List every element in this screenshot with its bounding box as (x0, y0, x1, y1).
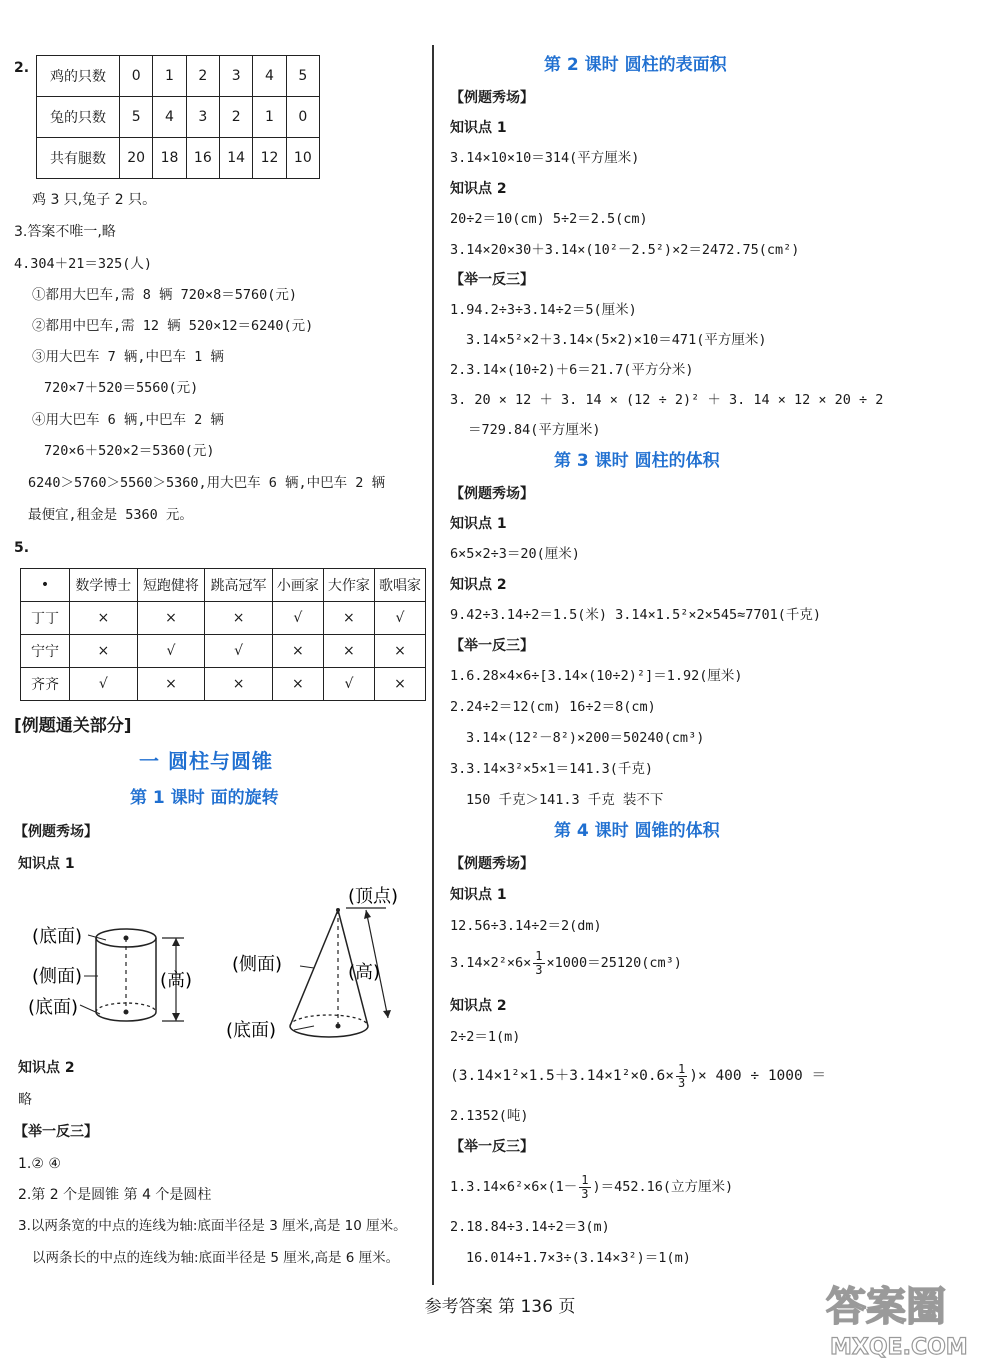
cylinder-bottom-label: (底面) (28, 997, 79, 1018)
l4-practice-1-pre: 1.3.14×6²×6×(1－ (450, 1179, 578, 1195)
knowledge-point-1: 知识点 1 (450, 120, 507, 136)
table1-cell: 10 (286, 138, 319, 179)
table1-cell: 5 (120, 97, 153, 138)
table1-cell: 1 (253, 97, 286, 138)
cylinder-top-label: (底面) (32, 926, 83, 947)
l2-kp2-a: 20÷2＝10(cm) 5÷2＝2.5(cm) (450, 211, 648, 227)
frac-den: 3 (678, 1075, 686, 1090)
table2-cell: × (323, 635, 374, 668)
example-show-heading-4: 【例题秀场】 (450, 856, 534, 872)
q4-option-4: ④用大巴车 6 辆,中巴车 2 辆 (32, 412, 224, 428)
table2-header: 大作家 (323, 569, 374, 602)
table2-cell: √ (323, 668, 374, 701)
table1-cell: 4 (153, 97, 186, 138)
example-show-heading: 【例题秀场】 (450, 90, 534, 106)
l4-practice-1 (450, 1172, 733, 1202)
table2-header: 数学博士 (70, 569, 138, 602)
table1-cell: 0 (286, 97, 319, 138)
section-heading: [例题通关部分] (14, 716, 132, 736)
l4-kp1-b (450, 948, 682, 978)
knowledge-point-1: 知识点 1 (18, 856, 75, 872)
table2-cell: √ (374, 602, 425, 635)
table2-header: 跳高冠军 (205, 569, 273, 602)
l4-kp1-b-pre: 3.14×2²×6× (450, 955, 532, 971)
table2-row-name: 宁宁 (21, 635, 70, 668)
q2-answer: 鸡 3 只,兔子 2 只。 (32, 192, 157, 208)
table2-cell: × (205, 602, 273, 635)
l3-kp1-answer: 6×5×2÷3＝20(厘米) (450, 546, 580, 562)
l4-kp2-answer: 2÷2＝1(m) (450, 1029, 521, 1045)
l3-kp2-answer: 9.42÷3.14÷2＝1.5(米) 3.14×1.5²×2×545≈7701(千克) (450, 607, 821, 623)
table2-cell: × (70, 602, 138, 635)
frac-num: 1 (535, 948, 543, 963)
practice-heading-4: 【举一反三】 (450, 1139, 534, 1155)
practice-3b: 以两条长的中点的连线为轴:底面半径是 5 厘米,高是 6 厘米。 (32, 1250, 400, 1266)
table2-cell: × (205, 668, 273, 701)
table2-cell: × (137, 668, 205, 701)
chicken-rabbit-table (36, 55, 320, 179)
l4-practice-2b: 16.014÷1.7×3÷(3.14×3²)＝1(m) (466, 1250, 691, 1266)
kp2-answer: 略 (18, 1092, 32, 1108)
knowledge-point-2: 知识点 2 (450, 181, 507, 197)
lesson-1-title: 第 1 课时 面的旋转 (130, 788, 279, 808)
table2-corner: • (21, 569, 70, 602)
practice-heading-3: 【举一反三】 (450, 638, 534, 654)
q4-answer: 4.304＋21＝325(人) (14, 256, 153, 272)
l3-practice-1: 1.6.28×4×6÷[3.14×(10÷2)²]＝1.92(厘米) (450, 668, 743, 684)
table2-row-name: 丁丁 (21, 602, 70, 635)
l2-kp2-b: 3.14×20×30＋3.14×(10²－2.5²)×2＝2472.75(cm²) (450, 242, 800, 258)
q4-option-3: ③用大巴车 7 辆,中巴车 1 辆 (32, 349, 224, 365)
l4-kp2-b-pre: (3.14×1²×1.5＋3.14×1²×0.6× (450, 1068, 675, 1084)
knowledge-point-1-l4: 知识点 1 (450, 887, 507, 903)
frac-den: 3 (535, 962, 543, 977)
table2-header: 短跑健将 (137, 569, 205, 602)
table1-cell: 2 (186, 56, 219, 97)
table1-cell: 0 (120, 56, 153, 97)
l2-practice-3: 3. 20 × 12 ＋ 3. 14 × (12 ÷ 2)² ＋ 3. 14 × 12 × 20 ÷ 2 (450, 392, 884, 408)
table1-cell: 20 (120, 138, 153, 179)
table1-cell: 5 (286, 56, 319, 97)
table2-header: 歌唱家 (374, 569, 425, 602)
practice-3: 3.以两条宽的中点的连线为轴:底面半径是 3 厘米,高是 10 厘米。 (18, 1218, 407, 1234)
l3-practice-2b: 3.14×(12²－8²)×200＝50240(cm³) (466, 730, 705, 746)
l2-practice-2: 2.3.14×(10÷2)＋6＝21.7(平方分米) (450, 362, 694, 378)
table2-cell: × (137, 602, 205, 635)
table2-cell: √ (272, 602, 323, 635)
l4-practice-1-post: )＝452.16(立方厘米) (592, 1179, 734, 1195)
practice-2: 2.第 2 个是圆锥 第 4 个是圆柱 (18, 1187, 212, 1203)
knowledge-point-2-l3: 知识点 2 (450, 577, 507, 593)
frac-den: 3 (581, 1186, 589, 1201)
cone-base-label: (底面) (226, 1020, 277, 1041)
watermark-domain: MXQE.COM (830, 1335, 968, 1360)
q4-option-3-calc: 720×7＋520＝5560(元) (44, 380, 199, 396)
table1-head-2: 共有腿数 (37, 138, 120, 179)
table1-cell: 12 (253, 138, 286, 179)
example-show-heading-3: 【例题秀场】 (450, 486, 534, 502)
table1-cell: 3 (219, 56, 252, 97)
l3-practice-3b: 150 千克＞141.3 千克 装不下 (466, 792, 664, 808)
table2-cell: √ (205, 635, 273, 668)
q4-option-4-calc: 720×6＋520×2＝5360(元) (44, 443, 215, 459)
table2-header: 小画家 (272, 569, 323, 602)
table2-cell: × (70, 635, 138, 668)
fraction-one-third (676, 1063, 687, 1090)
l2-kp1-answer: 3.14×10×10＝314(平方厘米) (450, 150, 640, 166)
knowledge-point-1-l3: 知识点 1 (450, 516, 507, 532)
lesson-2-title: 第 2 课时 圆柱的表面积 (544, 55, 727, 75)
table2-cell: √ (137, 635, 205, 668)
l4-kp2-c: 2.1352(吨) (450, 1108, 529, 1124)
unit-title: 一 圆柱与圆锥 (139, 749, 273, 773)
q4-option-1: ①都用大巴车,需 8 辆 720×8＝5760(元) (32, 287, 298, 303)
practice-1: 1.② ④ (18, 1156, 61, 1172)
table2-cell: √ (70, 668, 138, 701)
table1-cell: 1 (153, 56, 186, 97)
l2-practice-3b: ＝729.84(平方厘米) (468, 422, 601, 438)
l4-kp2-b (450, 1061, 826, 1091)
talent-table (20, 568, 426, 701)
table1-cell: 14 (219, 138, 252, 179)
cylinder-height-label: (高) (160, 970, 193, 991)
frac-num: 1 (581, 1172, 589, 1187)
table1-cell: 16 (186, 138, 219, 179)
q4-compare: 6240＞5760＞5560＞5360,用大巴车 6 辆,中巴车 2 辆 (28, 475, 386, 491)
table2-cell: × (272, 668, 323, 701)
cylinder-cone-diagram (14, 880, 426, 1050)
l4-kp2-b-post: )× 400 ÷ 1000 ＝ (689, 1068, 826, 1084)
table1-cell: 18 (153, 138, 186, 179)
l3-practice-2: 2.24÷2＝12(cm) 16÷2＝8(cm) (450, 699, 656, 715)
watermark-logo (820, 1272, 990, 1362)
table2-cell: × (374, 635, 425, 668)
table2-cell: × (374, 668, 425, 701)
table1-head-1: 兔的只数 (37, 97, 120, 138)
cone-height-label: (高) (348, 962, 381, 983)
table1-cell: 2 (219, 97, 252, 138)
table1-cell: 4 (253, 56, 286, 97)
cone-apex-label: (顶点) (348, 886, 399, 907)
cylinder-side-label: (侧面) (32, 966, 83, 987)
watermark-text: 答案圈 (826, 1284, 946, 1330)
table2-cell: × (323, 602, 374, 635)
practice-heading: 【举一反三】 (14, 1124, 98, 1140)
lesson-3-title: 第 3 课时 圆柱的体积 (554, 451, 720, 471)
l3-practice-3: 3.3.14×3²×5×1＝141.3(千克) (450, 761, 654, 777)
l4-kp1-answer: 12.56÷3.14÷2＝2(dm) (450, 918, 602, 934)
l4-kp1-b-post: ×1000＝25120(cm³) (546, 955, 682, 971)
table1-head-0: 鸡的只数 (37, 56, 120, 97)
fraction-one-third (533, 950, 544, 977)
table2-row-name: 齐齐 (21, 668, 70, 701)
knowledge-point-2: 知识点 2 (18, 1060, 75, 1076)
q4-option-2: ②都用中巴车,需 12 辆 520×12＝6240(元) (32, 318, 314, 334)
lesson-4-title: 第 4 课时 圆锥的体积 (554, 821, 720, 841)
l2-practice-1: 1.94.2÷3÷3.14÷2＝5(厘米) (450, 302, 637, 318)
column-divider (432, 45, 434, 1285)
page-footer: 参考答案 第 136 页 (424, 1297, 576, 1317)
l2-practice-1b: 3.14×5²×2＋3.14×(5×2)×10＝471(平方厘米) (466, 332, 767, 348)
frac-num: 1 (678, 1061, 686, 1076)
q5-label: 5. (14, 540, 30, 556)
fraction-one-third (579, 1174, 590, 1201)
table2-cell: × (272, 635, 323, 668)
practice-heading: 【举一反三】 (450, 272, 534, 288)
example-show-heading: 【例题秀场】 (14, 824, 98, 840)
table1-cell: 3 (186, 97, 219, 138)
knowledge-point-2-l4: 知识点 2 (450, 998, 507, 1014)
l4-practice-2: 2.18.84÷3.14÷2＝3(m) (450, 1219, 610, 1235)
q3-answer: 3.答案不唯一,略 (14, 224, 116, 240)
q2-label: 2. (14, 60, 30, 76)
cone-side-label: (侧面) (232, 954, 283, 975)
q4-conclusion: 最便宜,租金是 5360 元。 (28, 507, 193, 523)
